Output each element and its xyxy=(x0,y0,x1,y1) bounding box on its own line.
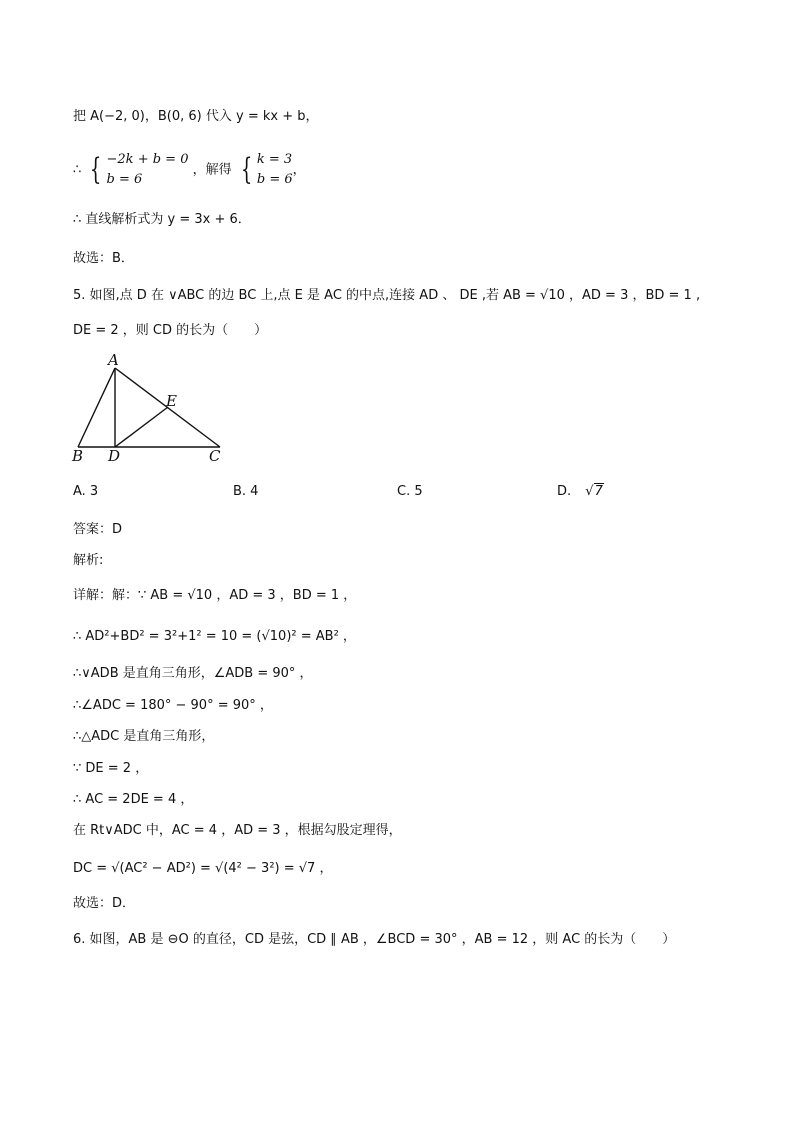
solution-choose-d: 故选：D． xyxy=(73,896,136,911)
solution-step-8: 在 Rt∨ADC 中，AC = 4 ，AD = 3 ，根据勾股定理得， xyxy=(73,823,402,838)
solve-text: ，解得 xyxy=(192,162,232,178)
label-d: D xyxy=(108,447,121,465)
line-system xyxy=(73,150,306,191)
label-b: B xyxy=(72,447,84,465)
sqrt-icon: √ xyxy=(585,484,594,499)
solution-step-7: ∴ AC = 2DE = 4 ， xyxy=(73,792,194,807)
line-choose-b: 故选：B． xyxy=(73,251,134,266)
question-5-stem-2: DE = 2 ，则 CD 的长为（ ） xyxy=(73,323,268,338)
analysis-heading: 解析: xyxy=(73,553,104,568)
segment-de xyxy=(115,407,168,447)
equation-system-1 xyxy=(107,150,189,190)
option-d-prefix: D. xyxy=(557,484,572,499)
system-2-eq-1: k = 3 xyxy=(256,152,293,167)
left-brace-icon: { xyxy=(90,152,102,187)
label-e: E xyxy=(166,392,177,410)
system-2-eq-2: b = 6 xyxy=(256,172,293,187)
option-d xyxy=(557,483,604,501)
question-5-stem: 5. 如图,点 D 在 ∨ABC 的边 BC 上,点 E 是 AC 的中点,连接 AD 、 DE ,若 AB = √10 ，AD = 3 ，BD = 1 , xyxy=(73,288,701,303)
option-b: B. 4 xyxy=(233,484,259,499)
solution-step-9: DC = √(AC² − AD²) = √(4² − 3²) = √7 ， xyxy=(73,861,333,876)
solution-step-2: ∴ AD²+BD² = 3²+1² = 10 = (√10)² = AB² ， xyxy=(73,629,356,644)
label-c: C xyxy=(209,447,221,465)
line-line-equation: ∴ 直线解析式为 y = 3x + 6． xyxy=(73,212,251,227)
option-d-value: 7 xyxy=(594,484,603,499)
line-substitute: 把 A(−2, 0)，B(0, 6) 代入 y = kx + b， xyxy=(73,109,319,124)
therefore-symbol: ∴ xyxy=(73,162,82,178)
left-brace-icon: { xyxy=(240,152,253,187)
answer-line: 答案：D xyxy=(73,522,123,537)
solution-step-5: ∴△ADC 是直角三角形， xyxy=(73,729,215,744)
system-1-eq-1: −2k + b = 0 xyxy=(106,152,189,167)
triangle-figure xyxy=(70,350,230,465)
solution-step-4: ∴∠ADC = 180° − 90° = 90° ， xyxy=(73,698,273,713)
option-a: A. 3 xyxy=(73,484,99,499)
system-suffix: ， xyxy=(292,162,306,178)
equation-system-2 xyxy=(257,150,293,190)
solution-step-6: ∵ DE = 2 ， xyxy=(73,761,149,776)
segment-ab xyxy=(78,368,115,447)
solution-step-1: 详解：解：∵ AB = √10 ，AD = 3 ，BD = 1 ， xyxy=(73,588,357,603)
solution-step-3: ∴∨ADB 是直角三角形，∠ADB = 90° ， xyxy=(73,666,313,681)
question-6-stem: 6. 如图，AB 是 ⊖O 的直径，CD 是弦，CD ∥ AB ，∠BCD = 30° ，AB = 12 ，则 AC 的长为（ ） xyxy=(73,932,676,947)
option-c: C. 5 xyxy=(397,484,423,499)
label-a: A xyxy=(108,351,119,369)
system-1-eq-2: b = 6 xyxy=(106,172,143,187)
